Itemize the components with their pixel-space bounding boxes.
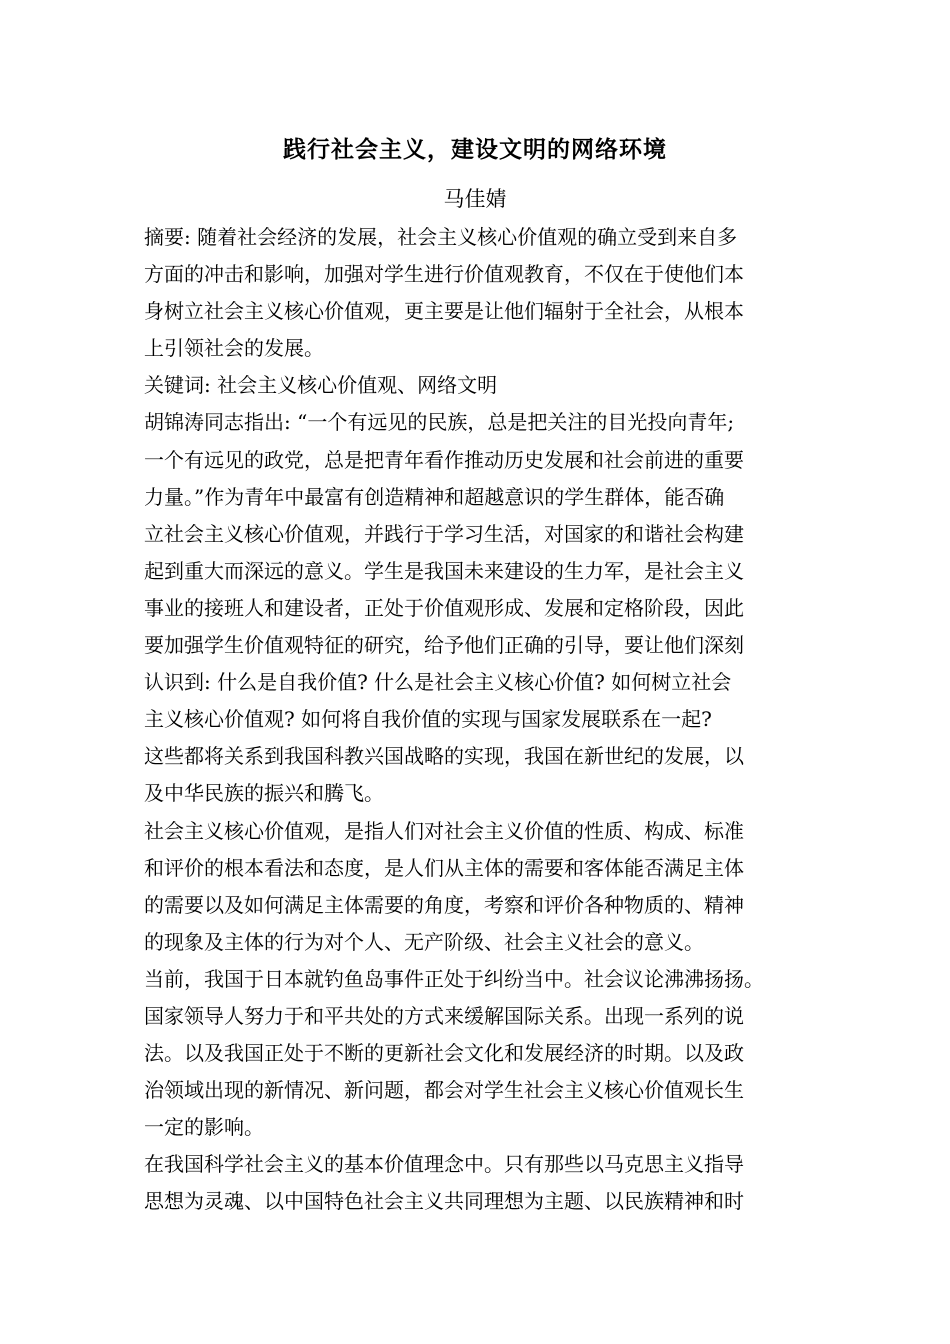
text-line: 方面的冲击和影响，加强对学生进行价值观教育，不仅在于使他们本 [144, 262, 744, 287]
text-line: 立社会主义核心价值观，并践行于学习生活，对国家的和谐社会构建 [144, 521, 744, 546]
text-line: 社会主义核心价值观，是指人们对社会主义价值的性质、构成、标准 [144, 818, 744, 843]
text-line: 的需要以及如何满足主体需要的角度，考察和评价各种物质的、精神 [144, 892, 744, 917]
text-line: 及中华民族的振兴和腾飞。 [144, 781, 384, 806]
text-line: 上引领社会的发展。 [144, 336, 324, 361]
text-line: 胡锦涛同志指出: “一个有远见的民族，总是把关注的目光投向青年; [144, 410, 735, 435]
text-line: 摘要: 随着社会经济的发展，社会主义核心价值观的确立受到来自多 [144, 225, 738, 249]
text-line: 要加强学生价值观特征的研究，给予他们正确的引导，要让他们深刻 [144, 633, 744, 658]
text-line: 当前，我国于日本就钓鱼岛事件正处于纠纷当中。社会议论沸沸扬扬。 [144, 966, 764, 991]
text-line: 这些都将关系到我国科教兴国战略的实现，我国在新世纪的发展，以 [144, 744, 744, 769]
document-body [144, 219, 824, 1221]
text-line: 法。以及我国正处于不断的更新社会文化和发展经济的时期。以及政 [144, 1041, 744, 1066]
text-line: 主义核心价值观? 如何将自我价值的实现与国家发展联系在一起? [144, 707, 712, 732]
text-line: 在我国科学社会主义的基本价值理念中。只有那些以马克思主义指导 [144, 1152, 744, 1177]
text-line: 思想为灵魂、以中国特色社会主义共同理想为主题、以民族精神和时 [144, 1189, 744, 1214]
text-line: 国家领导人努力于和平共处的方式来缓解国际关系。出现一系列的说 [144, 1003, 744, 1028]
text-line: 事业的接班人和建设者，正处于价值观形成、发展和定格阶段，因此 [144, 595, 744, 620]
text-line: 关键词: 社会主义核心价值观、网络文明 [144, 373, 498, 398]
text-line: 治领域出现的新情况、新问题，都会对学生社会主义核心价值观长生 [144, 1078, 744, 1103]
text-line: 身树立社会主义核心价值观，更主要是让他们辐射于全社会，从根本 [144, 299, 744, 324]
text-line: 认识到: 什么是自我价值? 什么是社会主义核心价值? 如何树立社会 [144, 670, 732, 695]
text-line: 力量。”作为青年中最富有创造精神和超越意识的学生群体，能否确 [144, 484, 725, 509]
text-line: 和评价的根本看法和态度，是人们从主体的需要和客体能否满足主体 [144, 855, 744, 880]
text-line: 一定的影响。 [144, 1115, 264, 1140]
document-author: 马佳婧 [443, 187, 507, 211]
document-title: 践行社会主义，建设文明的网络环境 [283, 136, 667, 163]
text-line: 的现象及主体的行为对个人、无产阶级、社会主义社会的意义。 [144, 929, 704, 954]
text-line: 起到重大而深远的意义。学生是我国未来建设的生力军，是社会主义 [144, 558, 744, 583]
text-line: 一个有远见的政党，总是把青年看作推动历史发展和社会前进的重要 [144, 447, 744, 472]
